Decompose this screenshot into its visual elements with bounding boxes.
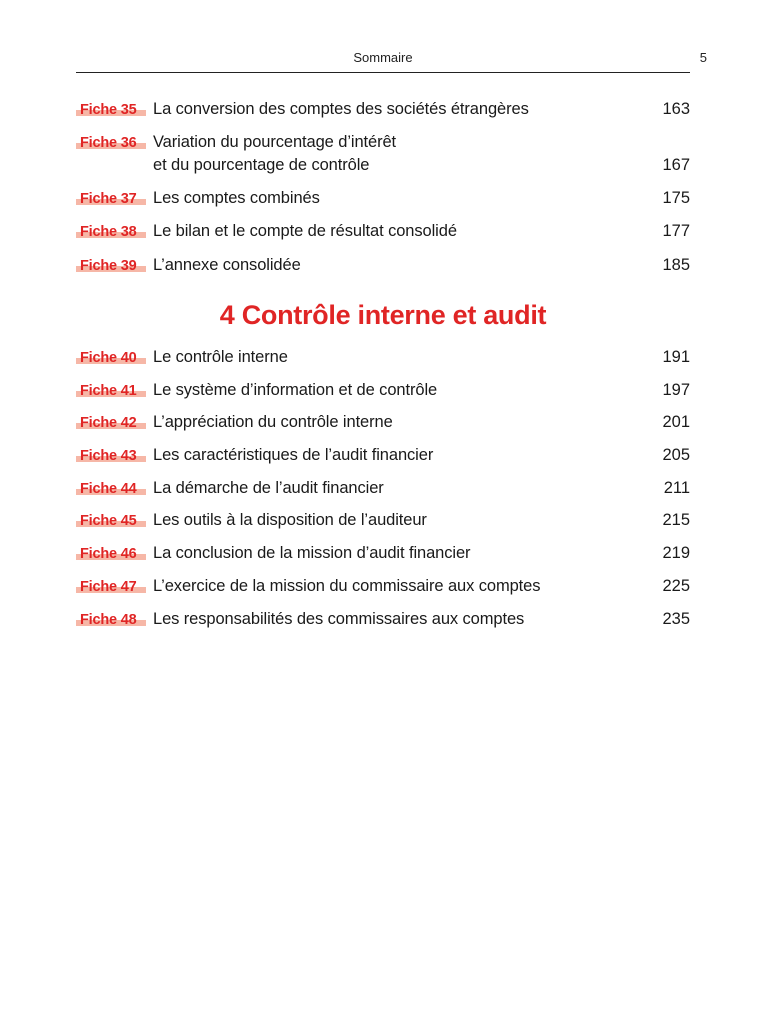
fiche-label: Fiche 47 (76, 576, 146, 595)
entry-title-line: La conclusion de la mission d’audit financier (153, 544, 471, 562)
entry-title (153, 187, 653, 210)
fiche-label: Fiche 48 (76, 609, 146, 628)
entry-title-line: L’exercice de la mission du commissaire aux comptes (153, 577, 541, 595)
entry-page: 235 (662, 610, 690, 628)
toc-entry (76, 131, 690, 177)
fiche-label: Fiche 35 (76, 99, 146, 118)
entry-page: 225 (662, 577, 690, 595)
entry-page: 215 (662, 511, 690, 529)
toc-entry (76, 411, 690, 434)
toc-entry (76, 477, 690, 500)
toc-entry (76, 444, 690, 467)
entry-page: 197 (662, 381, 690, 399)
page-number: 5 (699, 50, 707, 65)
section-heading: 4 Contrôle interne et audit (219, 300, 547, 330)
entry-title (153, 608, 653, 631)
toc-entry (76, 379, 690, 402)
entry-title-line: Variation du pourcentage d’intérêt (153, 133, 397, 151)
toc-entry (76, 509, 690, 532)
entry-page: 167 (662, 156, 690, 174)
toc-entry (76, 608, 690, 631)
entry-title-line: L’appréciation du contrôle interne (153, 413, 393, 431)
entry-page: 211 (663, 479, 690, 497)
entry-title-line: Les comptes combinés (153, 189, 320, 207)
entry-title (153, 220, 653, 243)
entry-title (153, 254, 653, 277)
entry-page: 177 (662, 222, 690, 240)
entry-title-line: Le contrôle interne (153, 348, 288, 366)
toc-entry (76, 254, 690, 277)
entry-page: 205 (662, 446, 690, 464)
page-header (76, 50, 707, 73)
entry-page: 185 (662, 256, 690, 274)
fiche-label: Fiche 37 (76, 188, 146, 207)
fiche-label: Fiche 38 (76, 221, 146, 240)
entry-title-line: Le système d’information et de contrôle (153, 381, 438, 399)
entry-title-line: Les caractéristiques de l’audit financier (153, 446, 434, 464)
toc-entry (76, 542, 690, 565)
toc-entry (76, 346, 690, 369)
entry-title-line: La conversion des comptes des sociétés étrangères (153, 100, 529, 118)
entry-title (153, 477, 653, 500)
fiche-label: Fiche 46 (76, 543, 146, 562)
fiche-label: Fiche 41 (76, 380, 146, 399)
entry-title (153, 542, 653, 565)
toc-entry (76, 187, 690, 210)
entry-title-line: Les outils à la disposition de l’auditeur (153, 511, 427, 529)
toc-entry (76, 98, 690, 121)
entry-page: 163 (662, 100, 690, 118)
entry-title (153, 575, 653, 598)
toc-entry (76, 220, 690, 243)
entry-title (153, 509, 653, 532)
header-title: Sommaire (353, 50, 413, 65)
fiche-label: Fiche 42 (76, 412, 146, 431)
entry-title-line: L’annexe consolidée (153, 256, 301, 274)
entry-title-line: et du pourcentage de contrôle (153, 156, 370, 174)
entry-page: 219 (662, 544, 690, 562)
entry-title-line: Le bilan et le compte de résultat consolidé (153, 222, 457, 240)
fiche-label: Fiche 44 (76, 478, 146, 497)
entry-title (153, 379, 653, 402)
entry-title-line: La démarche de l’audit financier (153, 479, 384, 497)
entry-title (153, 98, 653, 121)
fiche-label: Fiche 43 (76, 445, 146, 464)
entry-page: 191 (662, 348, 690, 366)
entry-page: 175 (662, 189, 690, 207)
fiche-label: Fiche 40 (76, 347, 146, 366)
toc-entry (76, 575, 690, 598)
entry-title (153, 411, 653, 434)
header-rule (76, 72, 690, 73)
entry-page: 201 (662, 413, 690, 431)
entry-title (153, 444, 653, 467)
entry-title (153, 346, 653, 369)
fiche-label: Fiche 36 (76, 132, 146, 151)
entry-title (153, 131, 653, 177)
fiche-label: Fiche 45 (76, 510, 146, 529)
fiche-label: Fiche 39 (76, 255, 146, 274)
entry-title-line: Les responsabilités des commissaires aux comptes (153, 610, 525, 628)
